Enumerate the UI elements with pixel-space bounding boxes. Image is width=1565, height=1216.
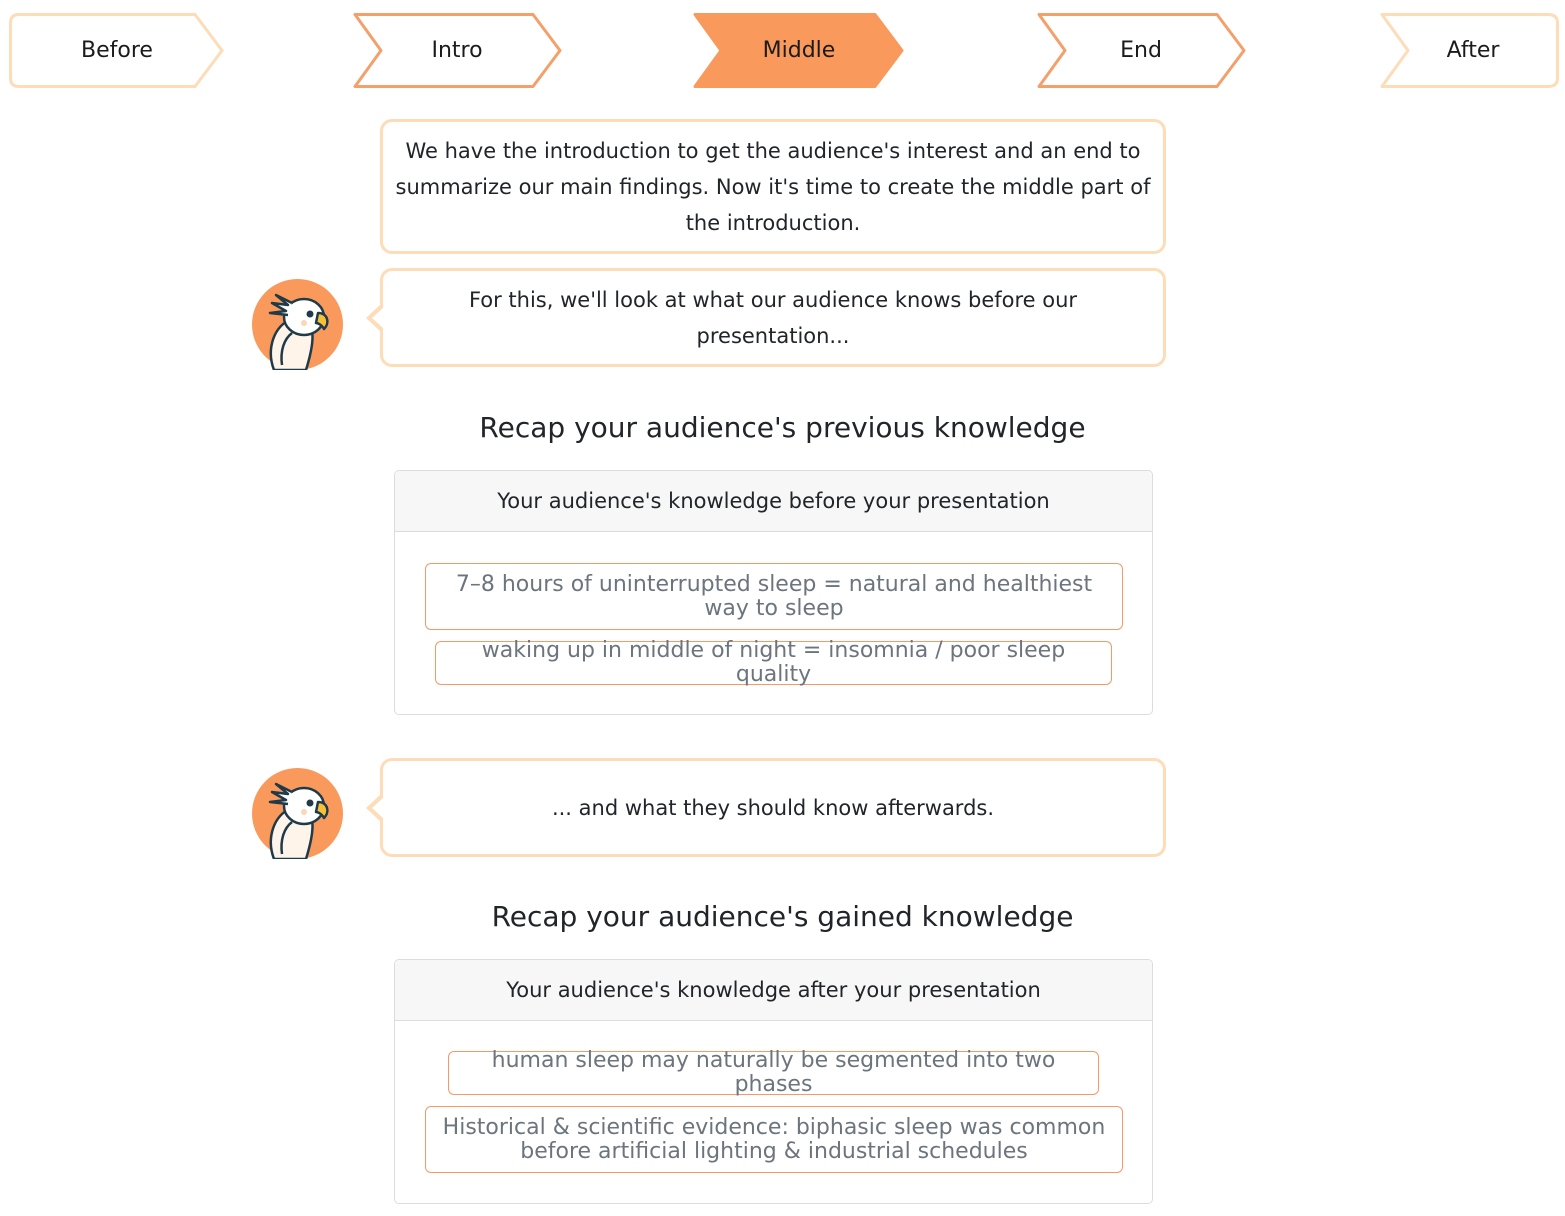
step-end-label: End: [1120, 38, 1162, 63]
gained-card: [394, 959, 1153, 1204]
gained-card-title: Your audience's knowledge after your presentation: [395, 960, 1152, 1021]
gained-item-2: Historical & scientific evidence: biphasic sleep was common before artificial lighting & industrial schedules: [425, 1106, 1123, 1173]
previous-card: [394, 470, 1153, 715]
cockatoo-icon: [252, 768, 343, 859]
before-message-text: For this, we'll look at what our audience knows before our presentation...: [468, 287, 1078, 348]
step-end[interactable]: [1035, 13, 1247, 88]
after-message: [380, 758, 1166, 857]
step-middle[interactable]: [693, 13, 905, 88]
step-intro[interactable]: [351, 13, 563, 88]
previous-card-title: Your audience's knowledge before your presentation: [395, 471, 1152, 532]
step-after-label: After: [1446, 38, 1500, 63]
step-after[interactable]: [1378, 13, 1560, 88]
step-middle-label: Middle: [762, 38, 836, 63]
step-before-label: Before: [81, 38, 153, 63]
previous-item-1: 7–8 hours of uninterrupted sleep = natural and healthiest way to sleep: [425, 563, 1123, 630]
previous-heading: Recap your audience's previous knowledge: [479, 411, 1086, 444]
step-intro-label: Intro: [431, 38, 483, 63]
cockatoo-icon: [252, 279, 343, 370]
step-before[interactable]: [9, 13, 225, 88]
after-message-text: ... and what they should know afterwards.: [551, 795, 995, 820]
intro-message: [380, 119, 1166, 254]
cockatoo-avatar: [252, 279, 343, 370]
previous-item-2: waking up in middle of night = insomnia / poor sleep quality: [435, 641, 1112, 685]
gained-item-1: human sleep may naturally be segmented into two phases: [448, 1051, 1099, 1095]
gained-heading: Recap your audience's gained knowledge: [491, 900, 1074, 933]
intro-message-text: We have the introduction to get the audience's interest and an end to summarize our main findings. Now it's time to create the middle part of the introduction.: [395, 138, 1151, 235]
cockatoo-avatar-2: [252, 768, 343, 859]
before-message: [380, 268, 1166, 367]
